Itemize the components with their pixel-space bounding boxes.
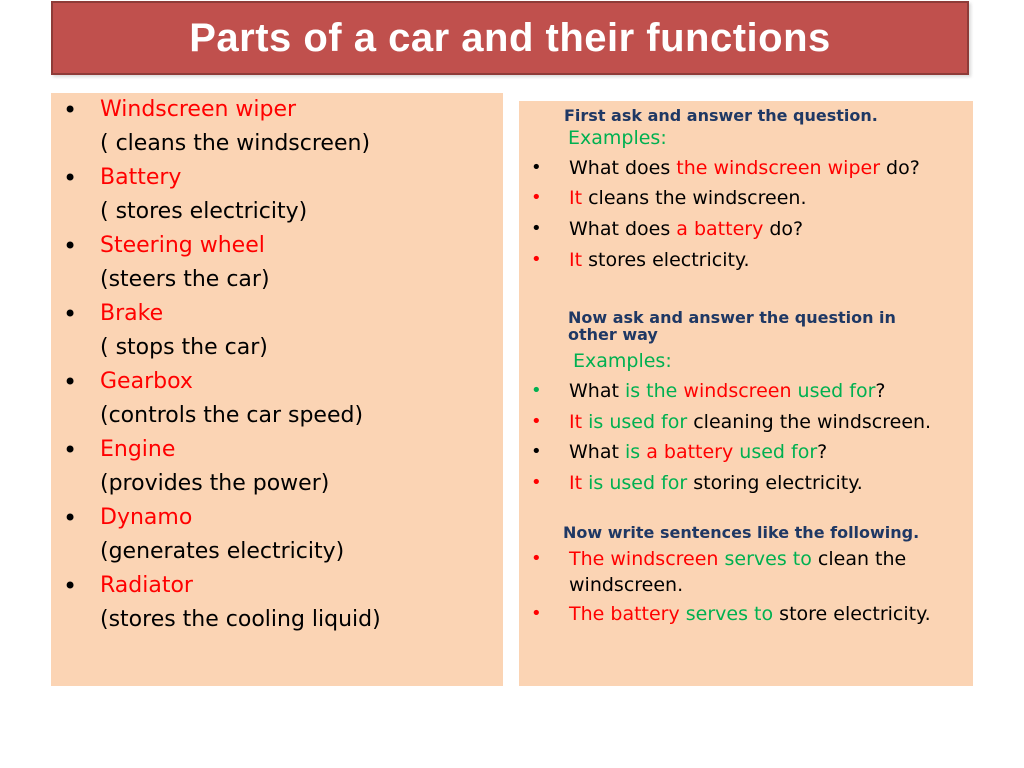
bullet-icon: • <box>531 472 542 493</box>
parts-list <box>51 93 503 637</box>
section3-sentence-1: • The windscreen serves to clean the windscreen. <box>531 548 907 596</box>
list-item <box>51 297 503 365</box>
part-name: Battery <box>100 165 182 190</box>
bullet-icon: • <box>63 572 78 600</box>
section1-heading: First ask and answer the question. <box>564 106 878 125</box>
section2-heading-line2: other way <box>568 325 658 344</box>
part-function: ( stops the car) <box>100 335 268 360</box>
bullet-icon: • <box>63 436 78 464</box>
part-name: Brake <box>100 301 164 326</box>
bullet-icon: • <box>63 368 78 396</box>
bullet-icon: • <box>63 504 78 532</box>
list-item <box>51 161 503 229</box>
exercises-panel: First ask and answer the question. Examples: • What does the windscreen wiper do? • It cleans the windscreen. • What does a battery do? • It stores electricity. Now ask and answer the question in other way Examples: • What is the windscreen used for? • It is used for cleaning the windscreen. • What is a battery used for? • It is used for storing electricity. Now write sentences like the following. • The windscreen serves to clean the windscreen. • The battery serves to store electricity. <box>519 101 973 686</box>
part-function: (provides the power) <box>100 471 330 496</box>
bullet-icon: • <box>531 548 542 569</box>
part-name: Dynamo <box>100 505 193 530</box>
list-item <box>51 433 503 501</box>
list-item <box>51 501 503 569</box>
bullet-icon: • <box>531 603 542 624</box>
list-item <box>51 365 503 433</box>
section1-examples-label: Examples: <box>568 127 667 149</box>
bullet-icon: • <box>531 157 542 178</box>
bullet-icon: • <box>63 96 78 124</box>
part-name: Engine <box>100 437 176 462</box>
list-item <box>51 93 503 161</box>
section2-heading-line1: Now ask and answer the question in <box>568 308 896 327</box>
part-name: Steering wheel <box>100 233 265 258</box>
section3-heading: Now write sentences like the following. <box>563 523 920 542</box>
part-function: ( cleans the windscreen) <box>100 131 371 156</box>
parts-list-panel <box>51 93 503 686</box>
bullet-icon: • <box>63 164 78 192</box>
bullet-icon: • <box>531 411 542 432</box>
bullet-icon: • <box>531 218 542 239</box>
title-banner <box>51 1 969 75</box>
bullet-icon: • <box>531 441 542 462</box>
part-name: Radiator <box>100 573 193 598</box>
list-item <box>51 229 503 297</box>
page-title: Parts of a car and their functions <box>189 15 831 60</box>
part-function: (steers the car) <box>100 267 270 292</box>
bullet-icon: • <box>63 300 78 328</box>
list-item <box>51 569 503 637</box>
bullet-icon: • <box>531 380 542 401</box>
bullet-icon: • <box>531 249 542 270</box>
bullet-icon: • <box>531 187 542 208</box>
part-name: Windscreen wiper <box>100 97 297 122</box>
part-name: Gearbox <box>100 369 193 394</box>
part-function: (generates electricity) <box>100 539 345 564</box>
part-function: (controls the car speed) <box>100 403 364 428</box>
part-function: (stores the cooling liquid) <box>100 607 381 632</box>
section2-examples-label: Examples: <box>573 350 672 372</box>
part-function: ( stores electricity) <box>100 199 308 224</box>
bullet-icon: • <box>63 232 78 260</box>
